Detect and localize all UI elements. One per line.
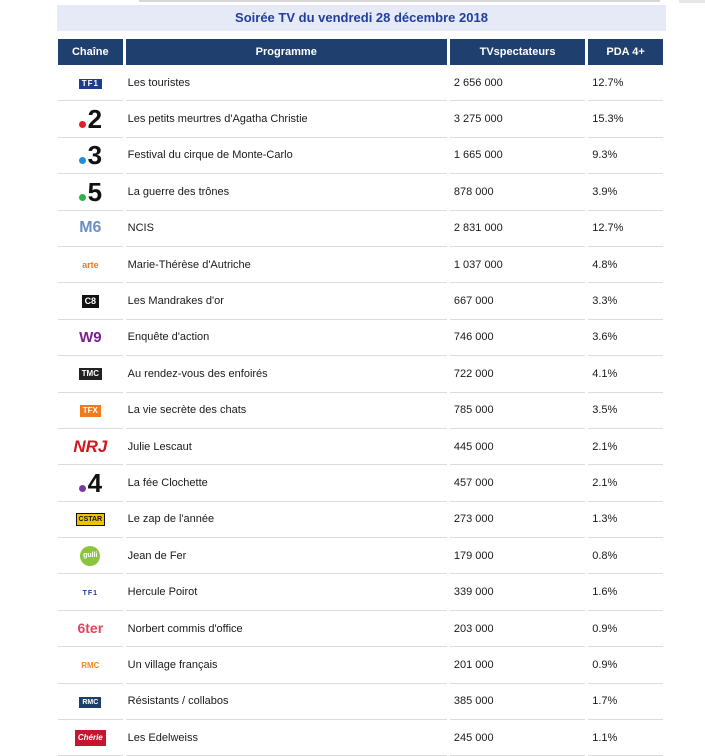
tf1-series-films-logo-icon: TF1 xyxy=(82,590,99,598)
share-cell: 3.3% xyxy=(588,283,663,319)
viewers-cell: 203 000 xyxy=(450,611,585,647)
viewers-cell: 3 275 000 xyxy=(450,101,585,137)
programme-cell: Norbert commis d'office xyxy=(126,611,447,647)
table-row xyxy=(58,174,663,210)
share-cell: 1.1% xyxy=(588,720,663,756)
viewers-cell: 878 000 xyxy=(450,174,585,210)
programme-cell: Jean de Fer xyxy=(126,538,447,574)
programme-cell: Enquête d'action xyxy=(126,320,447,356)
channel-logo-cell xyxy=(58,174,123,210)
table-row xyxy=(58,538,663,574)
table-row xyxy=(58,611,663,647)
scroll-container-edge xyxy=(139,0,660,2)
table-row xyxy=(58,429,663,465)
share-cell: 15.3% xyxy=(588,101,663,137)
column-header-share: PDA 4+ xyxy=(588,39,663,65)
programme-cell: Hercule Poirot xyxy=(126,574,447,610)
column-header-viewers: TVspectateurs xyxy=(450,39,585,65)
france4-logo-icon: 4 xyxy=(79,470,102,496)
c8-logo-icon: C8 xyxy=(82,295,100,308)
share-cell: 3.6% xyxy=(588,320,663,356)
viewers-cell: 667 000 xyxy=(450,283,585,319)
programme-cell: Les touristes xyxy=(126,65,447,101)
table-row xyxy=(58,574,663,610)
window-corner xyxy=(679,0,705,3)
table-row xyxy=(58,465,663,501)
gulli-logo-icon: gulli xyxy=(80,546,100,566)
france3-logo-icon: 3 xyxy=(79,142,102,168)
column-header-channel: Chaîne xyxy=(58,39,123,65)
table-row xyxy=(58,720,663,756)
channel-logo-cell xyxy=(58,720,123,756)
viewers-cell: 1 037 000 xyxy=(450,247,585,283)
programme-cell: Les petits meurtres d'Agatha Christie xyxy=(126,101,447,137)
ratings-table xyxy=(55,39,666,756)
table-row xyxy=(58,502,663,538)
table-row xyxy=(58,393,663,429)
viewers-cell: 722 000 xyxy=(450,356,585,392)
viewers-cell: 457 000 xyxy=(450,465,585,501)
share-cell: 0.9% xyxy=(588,611,663,647)
programme-cell: Un village français xyxy=(126,647,447,683)
channel-logo-cell xyxy=(58,356,123,392)
rmc-story-logo-icon: RMC xyxy=(81,660,100,670)
share-cell: 1.7% xyxy=(588,684,663,720)
w9-logo-icon: W9 xyxy=(79,328,102,346)
table-row xyxy=(58,65,663,101)
share-cell: 9.3% xyxy=(588,138,663,174)
share-cell: 3.9% xyxy=(588,174,663,210)
table-row xyxy=(58,138,663,174)
france2-logo-icon: 2 xyxy=(79,106,102,132)
viewers-cell: 339 000 xyxy=(450,574,585,610)
arte-logo-icon: arte xyxy=(82,259,99,270)
channel-logo-cell xyxy=(58,101,123,137)
channel-logo-cell xyxy=(58,247,123,283)
share-cell: 12.7% xyxy=(588,211,663,247)
viewers-cell: 201 000 xyxy=(450,647,585,683)
channel-logo-cell xyxy=(58,65,123,101)
channel-logo-cell xyxy=(58,211,123,247)
share-cell: 3.5% xyxy=(588,393,663,429)
tfx-logo-icon: TFX xyxy=(80,405,101,417)
programme-cell: Les Edelweiss xyxy=(126,720,447,756)
programme-cell: Le zap de l'année xyxy=(126,502,447,538)
viewers-cell: 273 000 xyxy=(450,502,585,538)
6ter-logo-icon: 6ter xyxy=(77,620,104,637)
cstar-logo-icon: CSTAR xyxy=(76,513,106,526)
programme-cell: Au rendez-vous des enfoirés xyxy=(126,356,447,392)
programme-cell: La guerre des trônes xyxy=(126,174,447,210)
table-row xyxy=(58,283,663,319)
channel-logo-cell xyxy=(58,283,123,319)
channel-logo-cell xyxy=(58,684,123,720)
share-cell: 1.6% xyxy=(588,574,663,610)
nrj12-logo-icon: NRJ xyxy=(73,437,108,457)
programme-cell: La vie secrète des chats xyxy=(126,393,447,429)
france5-logo-icon: 5 xyxy=(79,179,102,205)
tf1-logo-icon: TF1 xyxy=(79,79,102,89)
channel-logo-cell xyxy=(58,611,123,647)
share-cell: 12.7% xyxy=(588,65,663,101)
programme-cell: Les Mandrakes d'or xyxy=(126,283,447,319)
table-row xyxy=(58,647,663,683)
programme-cell: Julie Lescaut xyxy=(126,429,447,465)
viewers-cell: 445 000 xyxy=(450,429,585,465)
cherie25-logo-icon: Chérie xyxy=(75,730,106,746)
viewers-cell: 179 000 xyxy=(450,538,585,574)
channel-logo-cell xyxy=(58,647,123,683)
share-cell: 1.3% xyxy=(588,502,663,538)
share-cell: 4.8% xyxy=(588,247,663,283)
viewers-cell: 785 000 xyxy=(450,393,585,429)
channel-logo-cell xyxy=(58,320,123,356)
viewers-cell: 2 831 000 xyxy=(450,211,585,247)
share-cell: 4.1% xyxy=(588,356,663,392)
programme-cell: Résistants / collabos xyxy=(126,684,447,720)
channel-logo-cell xyxy=(58,502,123,538)
table-row xyxy=(58,247,663,283)
programme-cell: La fée Clochette xyxy=(126,465,447,501)
table-header-row xyxy=(58,39,663,65)
share-cell: 2.1% xyxy=(588,429,663,465)
programme-cell: Festival du cirque de Monte-Carlo xyxy=(126,138,447,174)
table-row xyxy=(58,101,663,137)
share-cell: 0.9% xyxy=(588,647,663,683)
channel-logo-cell xyxy=(58,429,123,465)
page-title: Soirée TV du vendredi 28 décembre 2018 xyxy=(57,5,666,31)
table-row xyxy=(58,684,663,720)
window-top-edge xyxy=(0,0,705,4)
channel-logo-cell xyxy=(58,465,123,501)
programme-cell: NCIS xyxy=(126,211,447,247)
viewers-cell: 2 656 000 xyxy=(450,65,585,101)
m6-logo-icon: M6 xyxy=(79,219,102,237)
channel-logo-cell xyxy=(58,393,123,429)
viewers-cell: 746 000 xyxy=(450,320,585,356)
column-header-programme: Programme xyxy=(126,39,447,65)
share-cell: 0.8% xyxy=(588,538,663,574)
tmc-logo-icon: TMC xyxy=(79,368,102,380)
share-cell: 2.1% xyxy=(588,465,663,501)
viewers-cell: 245 000 xyxy=(450,720,585,756)
programme-cell: Marie-Thérèse d'Autriche xyxy=(126,247,447,283)
channel-logo-cell xyxy=(58,138,123,174)
table-row xyxy=(58,211,663,247)
viewers-cell: 1 665 000 xyxy=(450,138,585,174)
channel-logo-cell xyxy=(58,574,123,610)
viewers-cell: 385 000 xyxy=(450,684,585,720)
rmc-decouverte-logo-icon: RMC xyxy=(79,697,101,708)
channel-logo-cell xyxy=(58,538,123,574)
table-row xyxy=(58,356,663,392)
table-row xyxy=(58,320,663,356)
